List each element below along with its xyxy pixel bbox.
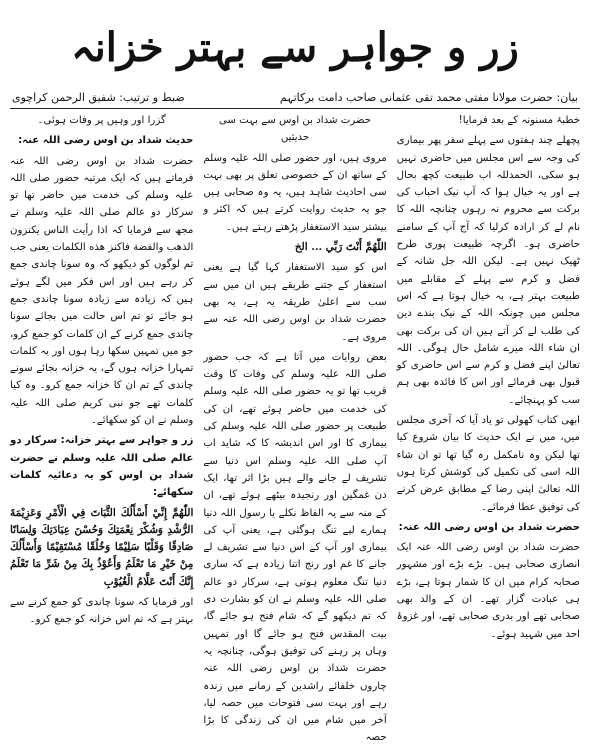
paragraph: ابھی کتاب کھولی تو یاد آیا کہ آخری مجلس میں، میں نے ایک حدیث کا بیان شروع کیا تھا لیکن وہ نامکمل رہ گیا تھا تو ان شاء اللہ اسی کی تکمیل کی کوشش کرتا ہوں اللہ تعالیٰ اپنی رضا کے مطابق عرض کرنے کی توفیق عطا فرمائے۔ (396, 415, 580, 513)
paragraph: حضرت شداد بن اوس رضی اللہ عنہ فرماتے ہیں کہ ایک مرتبہ حضور صلی اللہ علیہ وسلم کی خدمت میں حاضر تھا تو سرکار دو عالم صلی اللہ علیہ وسلم نے مجھ سے فرمایا کہ اذا رأيت الناس يكنزون الذهب والفضة فاكنز هذه الكلمات یعنی جب تم لوگوں کو دیکھو کہ وہ سونا چاندی جمع کر رہے ہیں اور اس فکر میں لگے ہوئے ہیں کہ زیادہ سے زیادہ سونا چاندی جمع ہو جائے تو تم اس حالت میں بجائے سونا چاندی جمع کرنے کے ان کلمات کو جمع کرو، جو میں تمہیں سکھا رہا ہوں اور یہ کلمات تمہارا خزانہ ہوں گے، یہ خزانہ بجائے سونے چاندی کے تم ان کا خزانہ جمع کرو۔ وہ کیا کلمات تھے جو نبی کریم صلی اللہ علیہ وسلم نے ان کو سکھائے۔ (10, 155, 194, 427)
article-title: زر و جواہر سے بہتر خزانہ (71, 23, 519, 71)
column-middle (203, 112, 386, 750)
article-body (10, 112, 580, 744)
paragraph: خطبۂ مسنونہ کے بعد فرمایا! (458, 115, 580, 126)
byline (10, 88, 580, 106)
column-left (10, 112, 193, 750)
paragraph: بعض روایات میں آتا ہے کہ جب حضور صلی اللہ علیہ وسلم کی وفات کا وقت قریب تھا تو یہ حضور صلی اللہ علیہ وسلم کی خدمت میں حاضر ہوئے تھے، ان کی طبیعت پر حضور صلی اللہ علیہ وسلم کی بیماری کا اور اس اندیشہ کا کہ شاید اب آپ صلی اللہ علیہ وسلم اس دنیا سے تشریف لے جانے والے ہیں بڑا اثر تھا، ایک دن غمگین اور رنجیدہ بیٹھے ہوئے تھے، ان کے منہ سے یہ الفاظ نکلے یا رسول اللہ دنیا ہمارے لیے تنگ ہوگئی ہے، یعنی آپ کی بیماری اور آپ کے اس دنیا سے تشریف لے جانے کا غم اور رنج اتنا زیادہ ہے کہ ساری دنیا تنگ معلوم ہوتی ہے، سرکار دو عالم صلی اللہ علیہ وسلم نے ان کو بشارت دی کہ تم دیکھو گے کہ شام فتح ہو جائے گا، بیت المقدس فتح ہو جائے گا اور تمہیں وہاں پر رہنے کی توفیق ہوگی، چنانچہ یہ حضرت شداد بن اوس رضی اللہ عنہ چاروں خلفائے راشدین کے زمانے میں زندہ رہے اور بہت سی فتوحات میں حصہ لیا، آخر میں شام میں ان کی زندگی کا بڑا حصہ (203, 351, 387, 744)
paragraph: حضرت شداد بن اوس رضی اللہ عنہ ایک انصاری صحابی ہیں۔ بڑے بڑے اور مشہور صحابہ کرام میں ان کا شمار ہوتا ہے، بڑے ہی عبادت گزار تھے۔ ان کے والد بھی صحابی تھے اور بدری صحابی تھے، اور غزوۂ احد میں شہید ہوئے۔ (396, 542, 580, 640)
section-heading: زر و جواہر سے بہتر خزانہ: سرکار دو عالم صلی اللہ علیہ وسلم نے حضرت شداد بن اوس کو یہ دعائیہ کلمات سکھائے: (10, 435, 194, 499)
paragraph: حضرت شداد بن اوس سے بہت سی حدیثیں (218, 115, 372, 144)
compiler-credit: ضبط و ترتیب: شفیق الرحمن کراچوی (12, 90, 185, 104)
speaker-credit: بیان: حضرت مولانا مفتی محمد تقی عثمانی صاحب دامت برکاتہم (279, 90, 578, 104)
section-heading: حدیث شداد بن اوس رضی اللہ عنہ: (18, 135, 194, 147)
arabic-text: اللّٰهُمَّ إِنِّيْ أَسْأَلُكَ الثَّبَاتَ فِي الْأَمْرِ وَعَزِيْمَةَ الرُّشْدِ وَشُكْرَ نِعْمَتِكَ وَحُسْنَ عِبَادَتِكَ وَلِسَانًا صَادِقًا وَقَلْبًا سَلِيْمًا وَخُلُقًا مُسْتَقِيْمًا وَأَسْأَلُكَ مِنْ خَيْرِ مَا تَعْلَمُ وَأَعُوْذُ بِكَ مِنْ شَرِّ مَا تَعْلَمُ إِنَّكَ أَنْتَ عَلَّامُ الْغُيُوْبِ (10, 506, 194, 588)
paragraph: پچھلے چند ہفتوں سے پہلے سفر پھر بیماری کی وجہ سے اس مجلس میں حاضری نہیں ہو سکی، الحمدللہ اب طبیعت کچھ بحال ہے اور یہ خیال ہوا کہ آپ نیک احباب کی برکت سے محروم نہ رہوں چنانچہ اللہ کا نام لے کر ارادہ کرلیا کہ آج آپ کے سامنے حاضری ہو۔ اگرچہ طبیعت پوری طرح ٹھیک نہیں ہے۔ لیکن اللہ جل شانہ کے فضل و کرم سے پہلے کے مقابلے میں طبیعت بہتر ہے، یہ خیال ہوتا ہے کہ اس مجلس میں چونکہ اللہ کے نیک بندے دین کی طلب لے کر آتے ہیں ان کی برکت بھی ان شاء اللہ میرے شامل حال ہوگی۔ اللہ تعالیٰ اپنے فضل و کرم سے اس حاضری کو قبول بھی فرمائے اور اس کا فائدہ بھی ہم سب کو پہنچائے۔ (396, 135, 580, 406)
paragraph: گزرا اور وہیں پر وفات ہوئی۔ (37, 115, 166, 126)
column-right (397, 112, 580, 750)
section-heading: حضرت شداد بن اوس رضی اللہ عنہ: (398, 521, 580, 533)
paragraph: مروی ہیں، اور حضور صلی اللہ علیہ وسلم کے ساتھ ان کے خصوصی تعلق پر بھی بہت سی احادیث شاہد ہیں، یہ وہ صحابی ہیں جو یہ حدیث روایت کرتے ہیں کہ اکثر و بیشتر سید الاستغفار پڑھتے رہتے ہیں۔ (203, 152, 387, 233)
paragraph: اس کو سید الاستغفار کہا گیا ہے یعنی استغفار کے جتنے طریقے ہیں ان میں سے سب سے اعلیٰ طریقہ یہ ہے، یہ بھی حضرت شداد بن اوس رضی اللہ عنہ سے مروی ہے۔ (203, 262, 387, 343)
paragraph: اور فرمایا کہ سونا چاندی کو جمع کرنے سے بہتر ہے کہ تم اس خزانہ کو جمع کرو۔ (10, 597, 194, 626)
header-divider (10, 108, 580, 109)
arabic-text: اللّٰهُمَّ أَنْتَ رَبِّي ... الخ (294, 241, 387, 254)
